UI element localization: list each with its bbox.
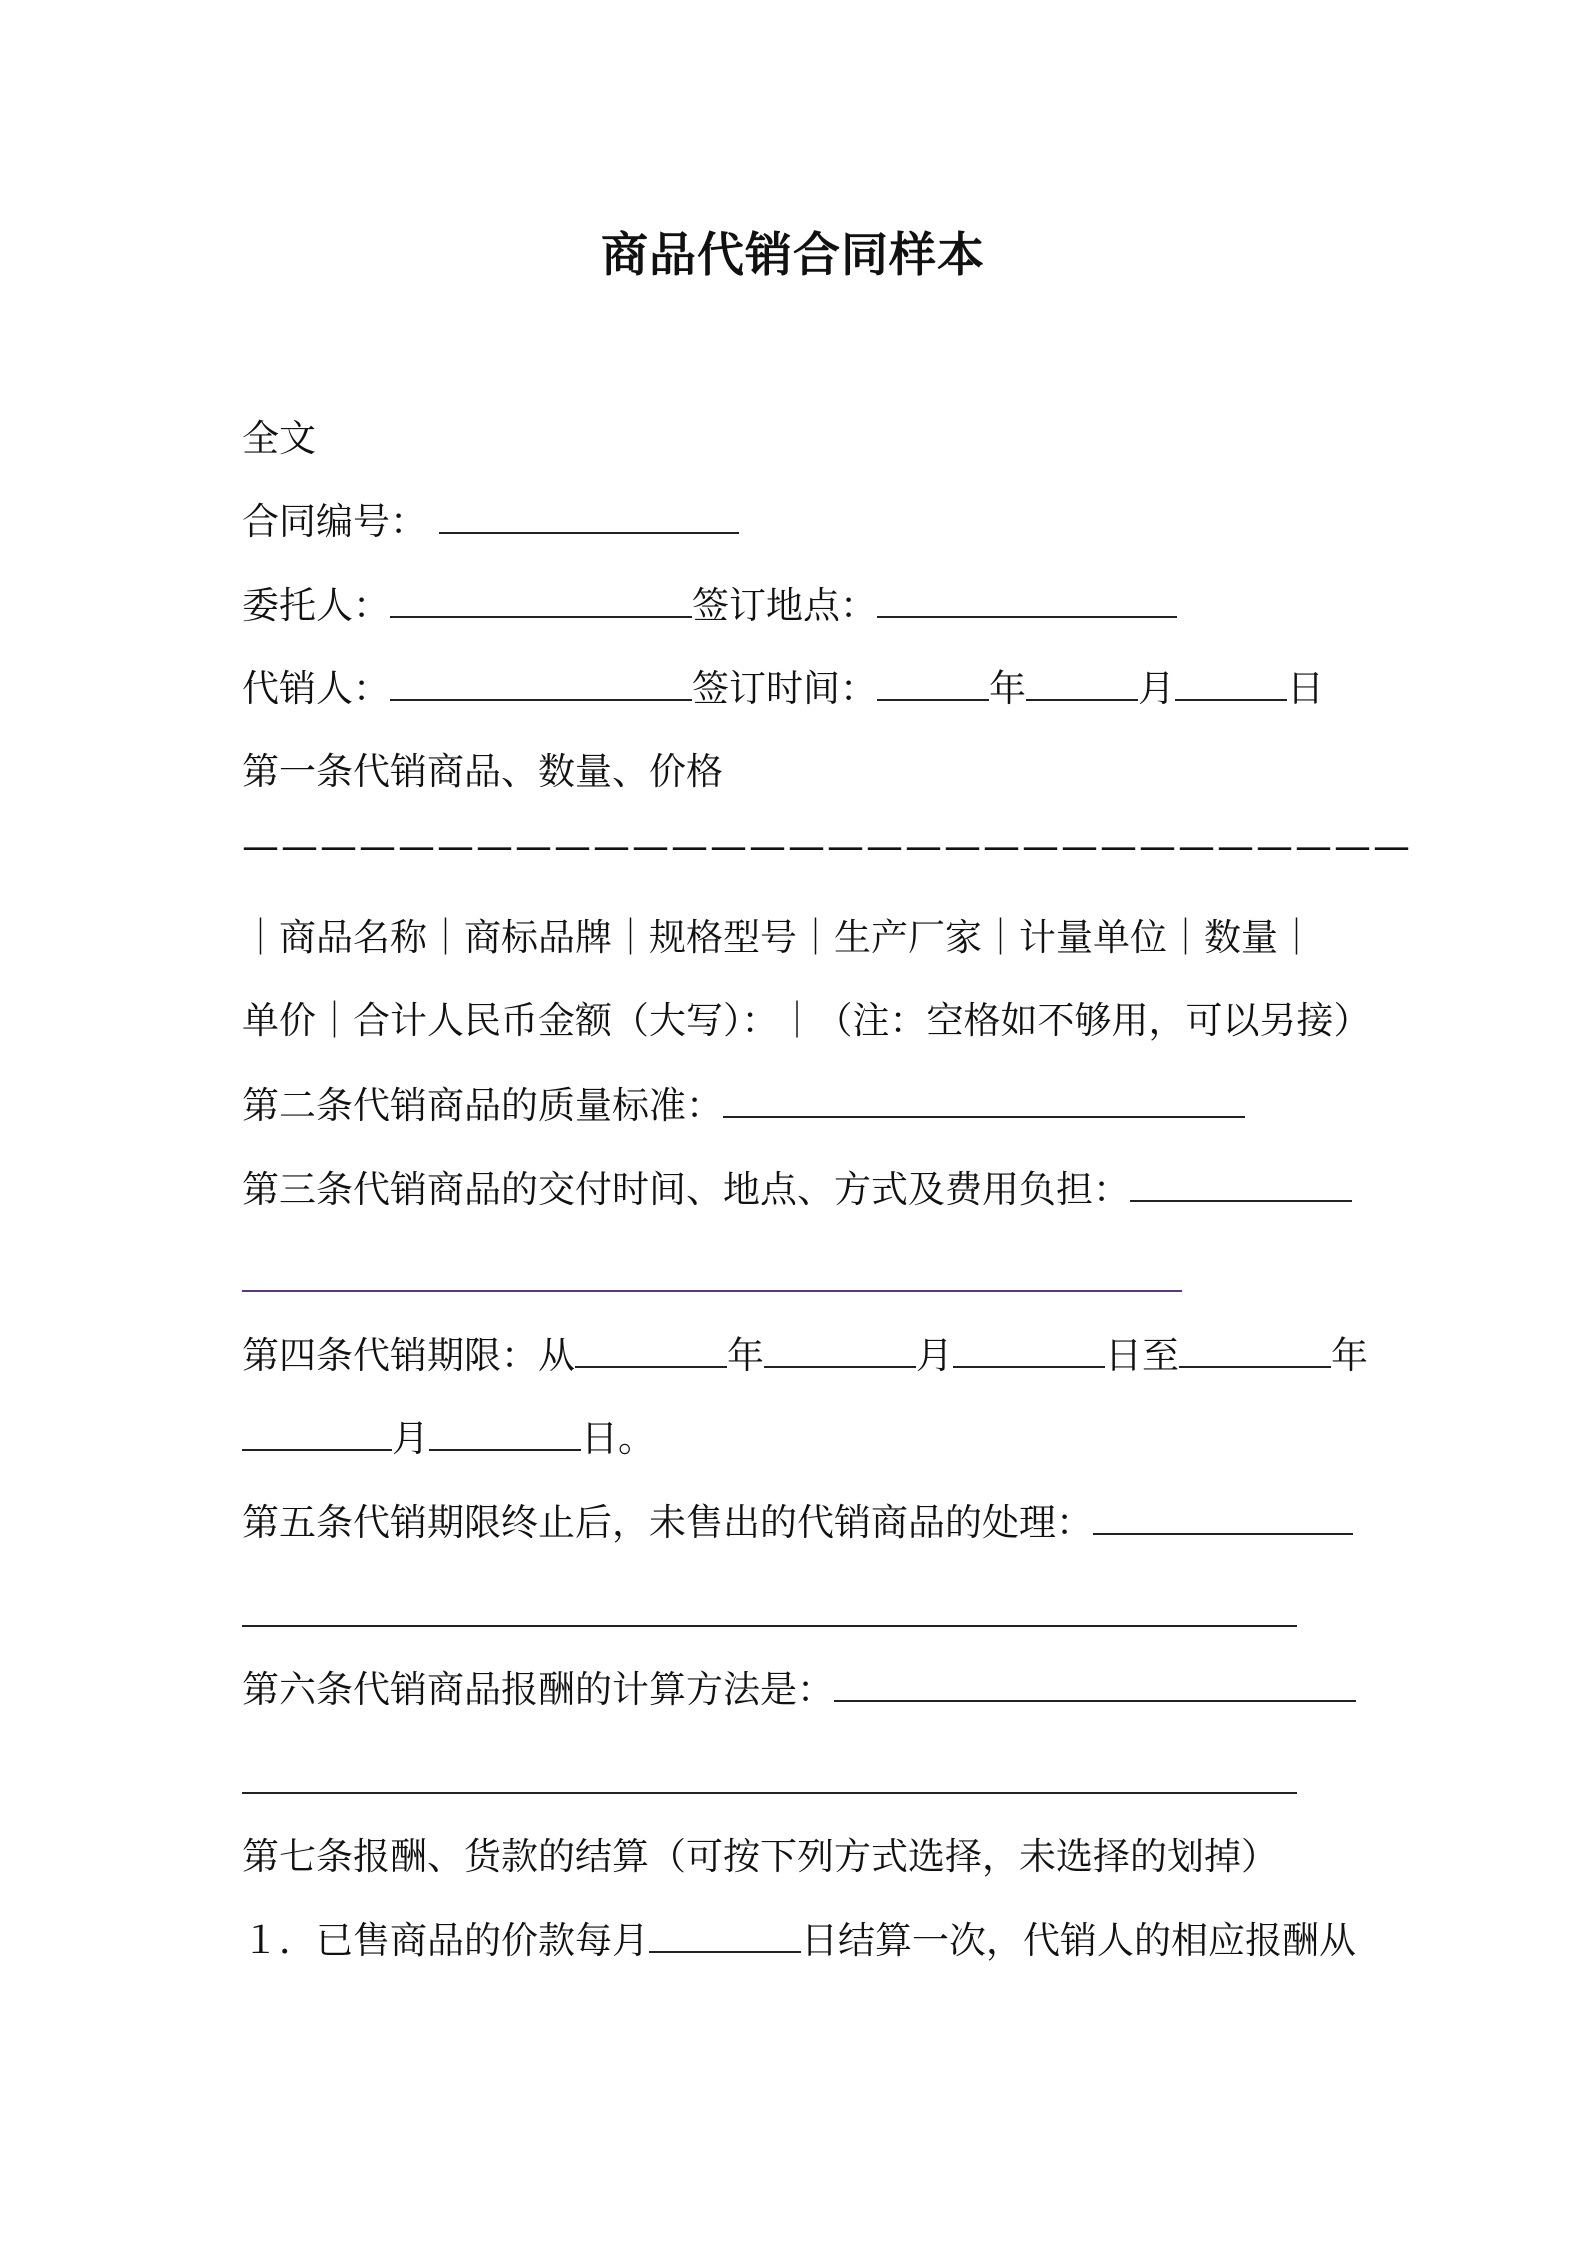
section-label: 全文 [242, 417, 316, 460]
to-month-blank[interactable] [242, 1415, 392, 1451]
dash-rule: —————————————————————————————— [242, 825, 1412, 868]
sign-day-blank[interactable] [1175, 665, 1287, 701]
sign-time-label: 签订时间： [692, 667, 877, 710]
document-title: 商品代销合同样本 [601, 228, 985, 283]
from-month-unit: 月 [916, 1334, 953, 1377]
to-year-blank[interactable] [1179, 1332, 1331, 1368]
item1-row [242, 1917, 1356, 1964]
to-year-unit: 年 [1331, 1334, 1368, 1377]
agent-label: 代销人： [242, 667, 390, 710]
agent-row [242, 665, 1324, 712]
article5-label: 第五条代销期限终止后，未售出的代销商品的处理： [242, 1501, 1093, 1544]
article2-row [242, 1082, 1245, 1129]
article6-continuation-blank[interactable] [242, 1792, 1297, 1794]
article3-blank[interactable] [1130, 1166, 1352, 1202]
article4-end: 日。 [581, 1417, 655, 1460]
sign-month-blank[interactable] [1026, 665, 1138, 701]
from-day-blank[interactable] [953, 1332, 1105, 1368]
article1-title: 第一条代销商品、数量、价格 [242, 750, 723, 793]
article6-label: 第六条代销商品报酬的计算方法是： [242, 1668, 834, 1711]
principal-blank[interactable] [390, 582, 692, 618]
article4-to: 日至 [1105, 1334, 1179, 1377]
article4-prefix: 第四条代销期限：从 [242, 1334, 575, 1377]
article3-label: 第三条代销商品的交付时间、地点、方式及费用负担： [242, 1168, 1130, 1211]
item1-suffix: 日结算一次，代销人的相应报酬从 [801, 1919, 1356, 1962]
article6-blank[interactable] [834, 1666, 1356, 1702]
sign-day-unit: 日 [1287, 667, 1324, 710]
sign-year-unit: 年 [989, 667, 1026, 710]
article4-row2 [242, 1415, 655, 1462]
to-month-unit: 月 [392, 1417, 429, 1460]
agent-blank[interactable] [390, 665, 692, 701]
principal-row [242, 582, 1177, 629]
principal-label: 委托人： [242, 584, 390, 627]
article5-continuation-blank[interactable] [242, 1625, 1297, 1627]
to-day-blank[interactable] [429, 1415, 581, 1451]
table-header-line2: 单价｜合计人民币金额（大写）：｜（注：空格如不够用，可以另接） [242, 999, 1371, 1042]
sign-place-label: 签订地点： [692, 584, 877, 627]
sign-year-blank[interactable] [877, 665, 989, 701]
article5-blank[interactable] [1093, 1499, 1353, 1535]
article2-label: 第二条代销商品的质量标准： [242, 1084, 723, 1127]
article5-row [242, 1499, 1353, 1546]
article3-row [242, 1166, 1352, 1213]
from-year-blank[interactable] [575, 1332, 727, 1368]
article6-row [242, 1666, 1356, 1713]
item1-prefix: １．已售商品的价款每月 [242, 1919, 649, 1962]
sign-place-blank[interactable] [877, 582, 1177, 618]
from-month-blank[interactable] [764, 1332, 916, 1368]
from-year-unit: 年 [727, 1334, 764, 1377]
article4-row [242, 1332, 1368, 1379]
contract-no-blank[interactable] [439, 498, 739, 534]
article2-blank[interactable] [723, 1082, 1245, 1118]
contract-no-row [242, 498, 739, 545]
sign-month-unit: 月 [1138, 667, 1175, 710]
table-header-line: ｜商品名称｜商标品牌｜规格型号｜生产厂家｜计量单位｜数量｜ [242, 916, 1315, 959]
article7-title: 第七条报酬、货款的结算（可按下列方式选择，未选择的划掉） [242, 1835, 1278, 1878]
settlement-day-blank[interactable] [649, 1917, 801, 1953]
article3-continuation-blank[interactable] [242, 1290, 1182, 1292]
contract-no-label: 合同编号： [242, 500, 427, 543]
